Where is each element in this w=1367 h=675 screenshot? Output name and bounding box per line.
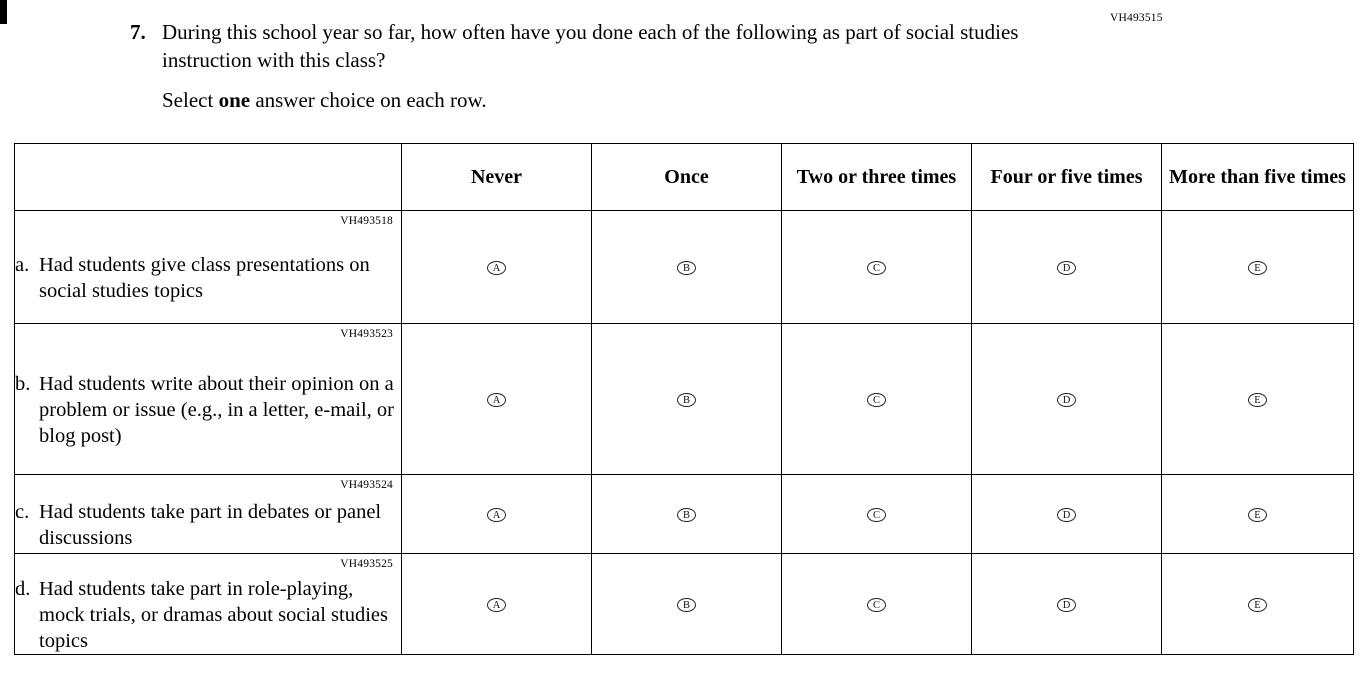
- header-once: Once: [592, 144, 782, 211]
- row-stem: [15, 554, 402, 655]
- row-item-code: VH493518: [340, 215, 393, 227]
- header-more-than-five-times: More than five times: [1162, 144, 1354, 211]
- row-stem: [15, 475, 402, 554]
- row-letter: c.: [15, 501, 30, 523]
- header-four-or-five-times: Four or five times: [972, 144, 1162, 211]
- option-cell-four-or-five[interactable]: [972, 554, 1162, 655]
- radio-bubble-b[interactable]: B: [677, 261, 696, 275]
- table-row: [15, 554, 1354, 655]
- row-item-code: VH493523: [340, 328, 393, 340]
- row-letter: a.: [15, 254, 30, 276]
- table-row: [15, 211, 1354, 324]
- option-cell-two-or-three[interactable]: [782, 211, 972, 324]
- radio-bubble-e[interactable]: E: [1248, 393, 1267, 407]
- radio-bubble-a[interactable]: A: [487, 393, 506, 407]
- row-text: Had students give class presentations on social studies topics: [39, 254, 370, 302]
- option-cell-four-or-five[interactable]: [972, 324, 1162, 475]
- matrix-header-row: [15, 144, 1354, 211]
- header-stem-blank: [15, 144, 402, 211]
- option-cell-never[interactable]: [402, 211, 592, 324]
- instruction-prefix: Select: [162, 88, 219, 112]
- question-text: During this school year so far, how often have you done each of the following as part of social studies instruction with this class?: [162, 20, 1019, 72]
- question-block: [130, 18, 1090, 114]
- option-cell-more-than-five[interactable]: [1162, 211, 1354, 324]
- radio-bubble-d[interactable]: D: [1057, 508, 1076, 522]
- radio-bubble-c[interactable]: C: [867, 393, 886, 407]
- option-cell-never[interactable]: [402, 554, 592, 655]
- question-line: [130, 18, 1090, 74]
- option-cell-two-or-three[interactable]: [782, 475, 972, 554]
- radio-bubble-c[interactable]: C: [867, 261, 886, 275]
- response-matrix: [14, 143, 1353, 655]
- radio-bubble-e[interactable]: E: [1248, 508, 1267, 522]
- option-cell-two-or-three[interactable]: [782, 324, 972, 475]
- row-text: Had students take part in role-playing, mock trials, or dramas about social studies topics: [39, 578, 388, 652]
- question-instruction: [162, 86, 1090, 114]
- row-text: Had students write about their opinion on a problem or issue (e.g., in a letter, e-mail, or blog post): [39, 373, 394, 447]
- header-two-or-three-times: Two or three times: [782, 144, 972, 211]
- radio-bubble-e[interactable]: E: [1248, 261, 1267, 275]
- option-cell-two-or-three[interactable]: [782, 554, 972, 655]
- row-item-code: VH493524: [340, 479, 393, 491]
- instruction-suffix: answer choice on each row.: [250, 88, 487, 112]
- row-letter: b.: [15, 373, 31, 395]
- radio-bubble-a[interactable]: A: [487, 598, 506, 612]
- option-cell-four-or-five[interactable]: [972, 211, 1162, 324]
- radio-bubble-b[interactable]: B: [677, 508, 696, 522]
- option-cell-more-than-five[interactable]: [1162, 554, 1354, 655]
- question-number: 7.: [130, 20, 146, 44]
- option-cell-once[interactable]: [592, 475, 782, 554]
- radio-bubble-d[interactable]: D: [1057, 261, 1076, 275]
- option-cell-never[interactable]: [402, 324, 592, 475]
- header-never: Never: [402, 144, 592, 211]
- radio-bubble-b[interactable]: B: [677, 393, 696, 407]
- radio-bubble-a[interactable]: A: [487, 261, 506, 275]
- matrix-table: [14, 143, 1354, 655]
- row-stem: [15, 211, 402, 324]
- option-cell-once[interactable]: [592, 211, 782, 324]
- option-cell-never[interactable]: [402, 475, 592, 554]
- row-text: Had students take part in debates or panel discussions: [39, 501, 382, 549]
- radio-bubble-d[interactable]: D: [1057, 598, 1076, 612]
- table-row: [15, 475, 1354, 554]
- radio-bubble-a[interactable]: A: [487, 508, 506, 522]
- radio-bubble-b[interactable]: B: [677, 598, 696, 612]
- option-cell-once[interactable]: [592, 554, 782, 655]
- option-cell-once[interactable]: [592, 324, 782, 475]
- option-cell-more-than-five[interactable]: [1162, 475, 1354, 554]
- row-letter: d.: [15, 578, 31, 600]
- row-item-code: VH493525: [340, 558, 393, 570]
- option-cell-more-than-five[interactable]: [1162, 324, 1354, 475]
- radio-bubble-d[interactable]: D: [1057, 393, 1076, 407]
- option-cell-four-or-five[interactable]: [972, 475, 1162, 554]
- table-row: [15, 324, 1354, 475]
- radio-bubble-c[interactable]: C: [867, 508, 886, 522]
- radio-bubble-c[interactable]: C: [867, 598, 886, 612]
- instruction-emphasis: one: [218, 88, 251, 112]
- row-stem: [15, 324, 402, 475]
- page-left-rule: [0, 0, 7, 24]
- radio-bubble-e[interactable]: E: [1248, 598, 1267, 612]
- question-item-code: VH493515: [1110, 12, 1163, 24]
